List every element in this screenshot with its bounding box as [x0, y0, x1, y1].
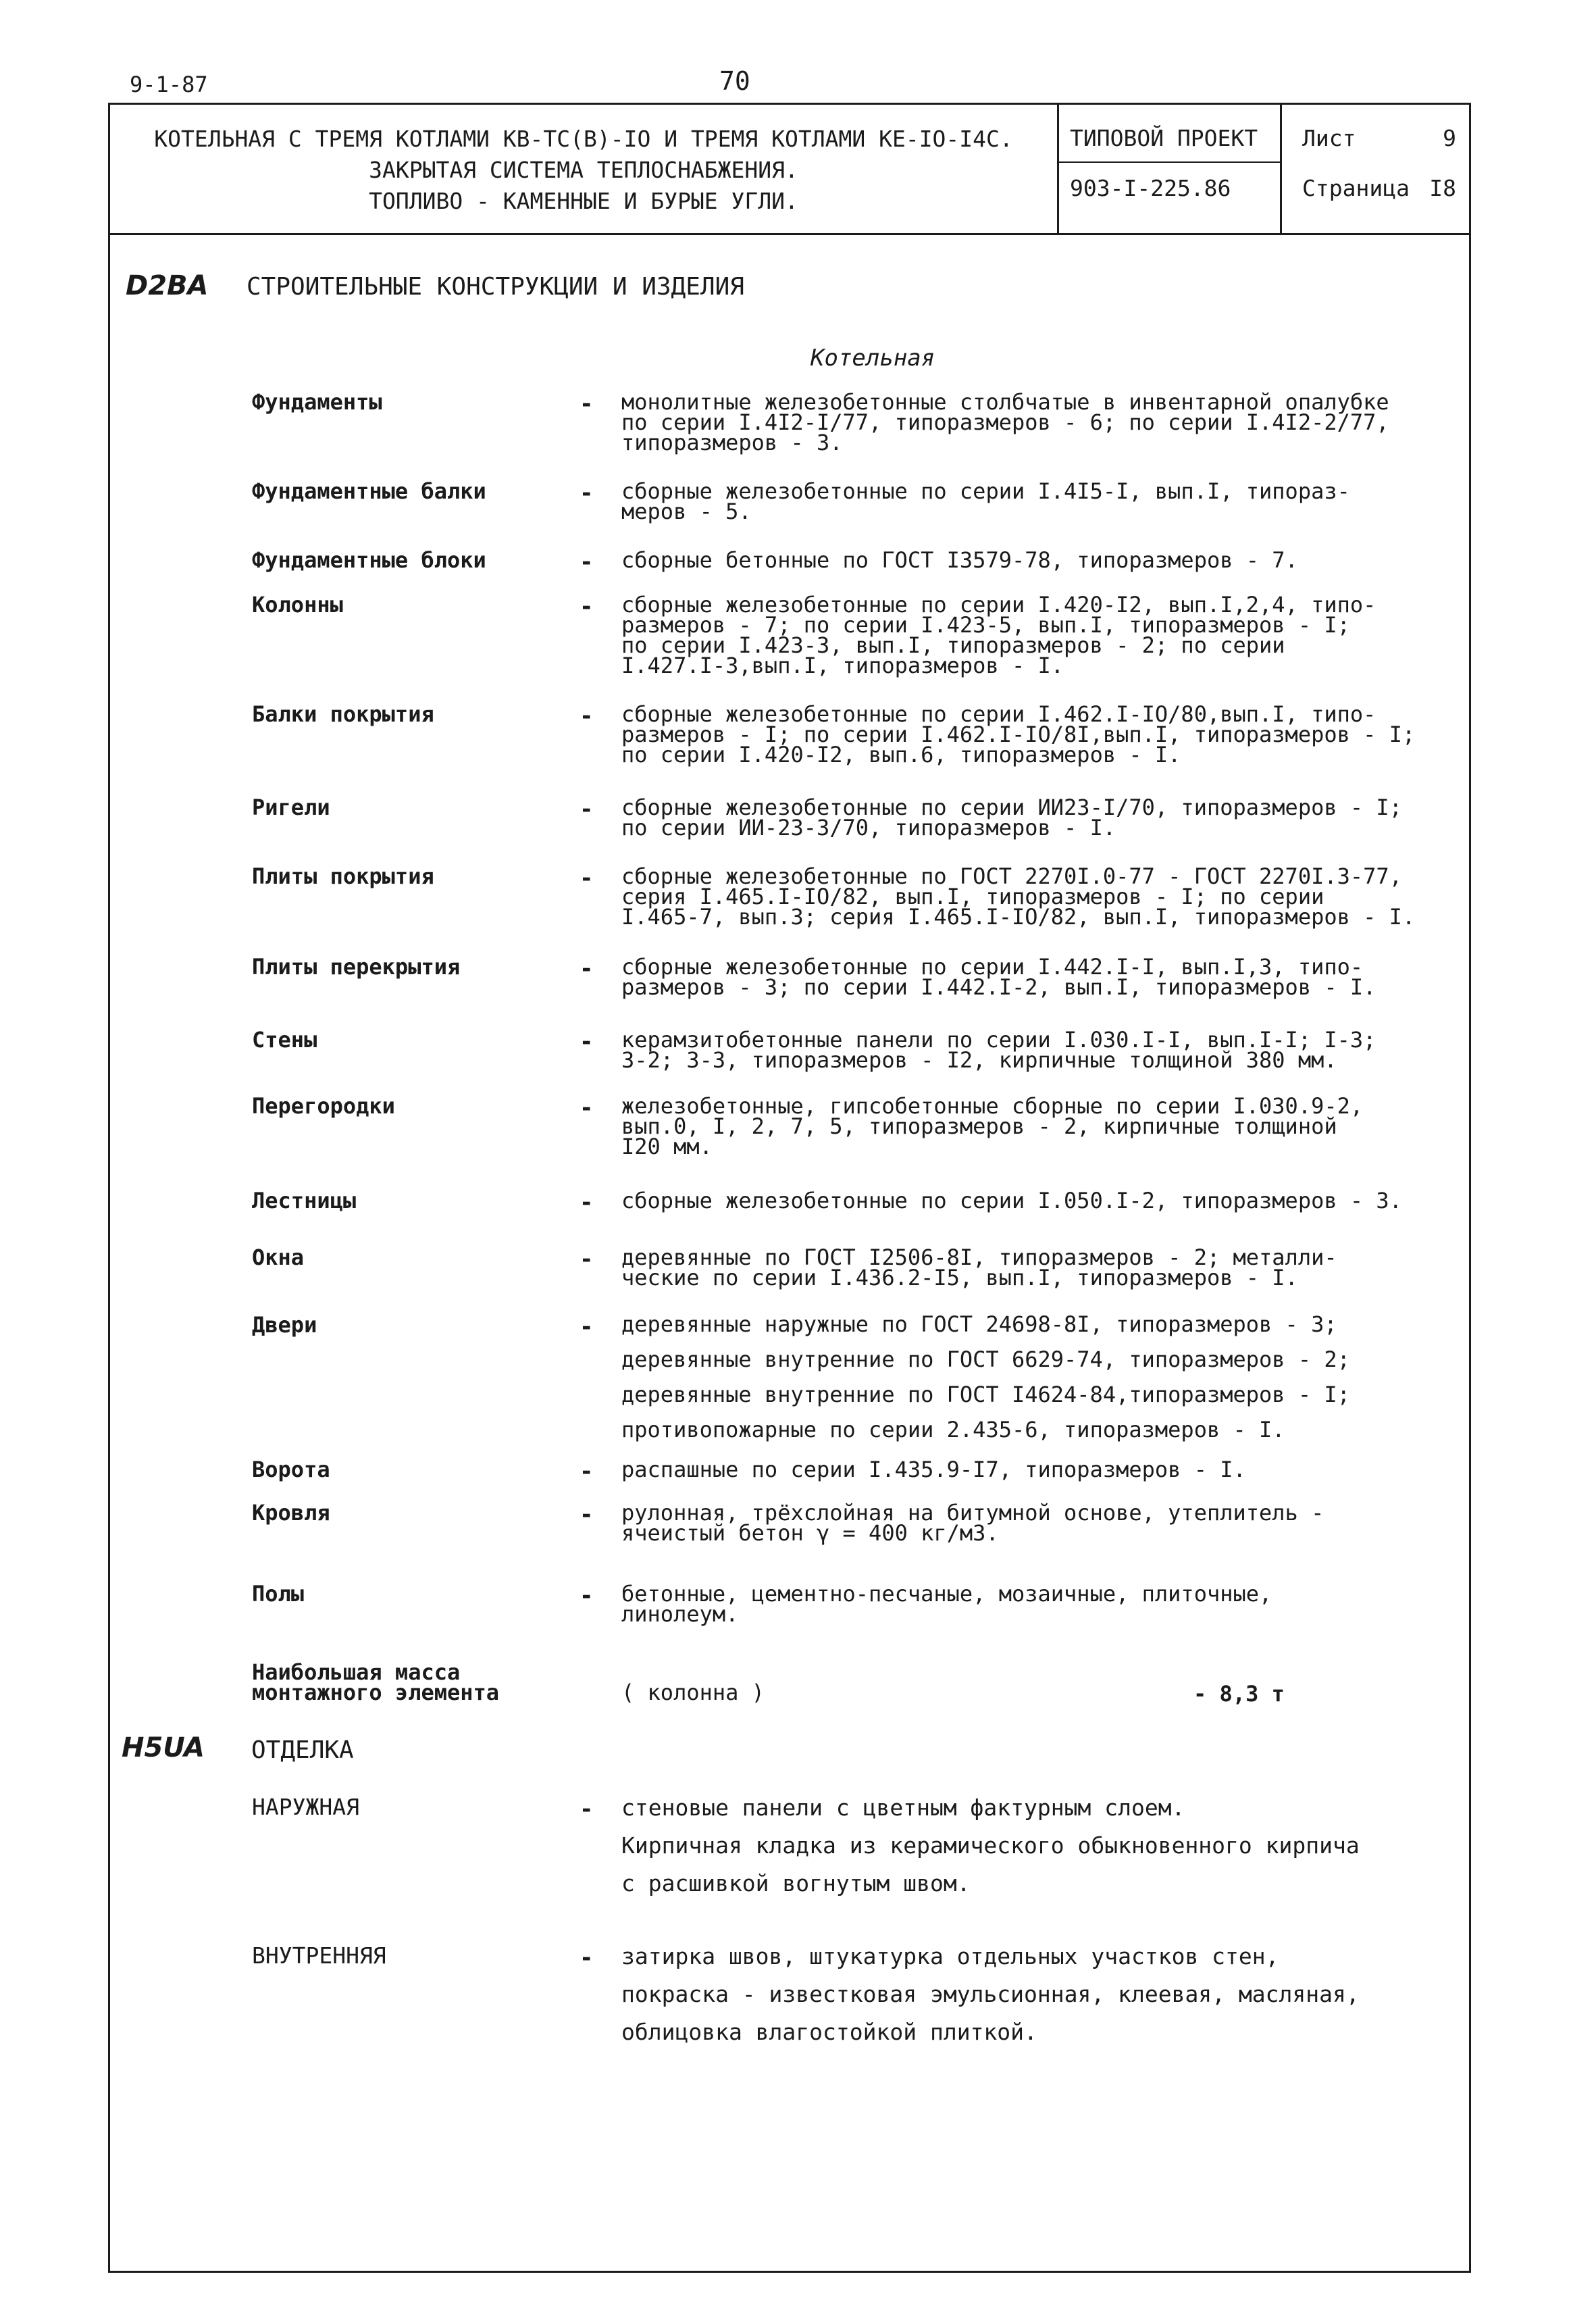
row-label: ВНУТРЕННЯЯ: [252, 1942, 386, 1969]
sheet-label: Лист: [1302, 125, 1356, 151]
row-value: [621, 1581, 1466, 1627]
row-right-value: - 8,3 т: [1193, 1681, 1285, 1707]
value-line: деревянные внутренние по ГОСТ I4624-84,типоразмеров - I;: [621, 1382, 1350, 1407]
row-label: Перегородки: [252, 1093, 395, 1119]
row-dash: -: [580, 1189, 594, 1216]
section-subheading: Котельная: [810, 345, 935, 372]
row-dash: -: [580, 480, 594, 507]
value-line: по серии ИИ-23-3/70, типоразмеров - I.: [621, 815, 1116, 840]
section-code: H5UA: [122, 1732, 205, 1763]
row-label: НАРУЖНАЯ: [252, 1794, 359, 1820]
value-line: с расшивкой вогнутым швом.: [621, 1870, 971, 1896]
row-dash: -: [580, 549, 594, 576]
value-line: по серии I.420-I2, вып.6, типоразмеров - I.: [621, 742, 1181, 768]
value-line: монолитные железобетонные столбчатые в инвентарной опалубке: [621, 389, 1389, 415]
value-line: рулонная, трёхслойная на битумной основе, утеплитель -: [621, 1500, 1324, 1526]
row-dash: -: [580, 955, 594, 982]
value-line: сборные железобетонные по серии I.462.I-IO/80,вып.I, типо-: [621, 701, 1376, 727]
value-line: сборные железобетонные по серии I.4I5-I, вып.I, типораз-: [621, 478, 1350, 504]
value-line: 3-2; 3-3, типоразмеров - I2, кирпичные толщиной 380 мм.: [621, 1047, 1337, 1073]
row-label: Наибольшая масса монтажного элемента: [252, 1659, 500, 1705]
value-line: серия I.465.I-IO/82, вып.I, типоразмеров - I; по серии: [621, 884, 1324, 909]
value-line: противопожарные по серии 2.435-6, типоразмеров - I.: [621, 1417, 1285, 1442]
row-dash: -: [580, 1582, 594, 1609]
row-label: Фундаменты: [252, 389, 382, 415]
value-line: ячеистый бетон γ = 400 кг/м3.: [621, 1520, 999, 1546]
title-line-2: ЗАКРЫТАЯ СИСТЕМА ТЕПЛОСНАБЖЕНИЯ.: [369, 157, 798, 183]
value-line: Кирпичная кладка из керамического обыкновенного кирпича: [621, 1832, 1360, 1859]
value-line: деревянные внутренние по ГОСТ 6629-74, типоразмеров - 2;: [621, 1347, 1350, 1372]
project-cell: [1059, 105, 1282, 233]
value-line: облицовка влагостойкой плиткой.: [621, 2019, 1037, 2045]
project-label: ТИПОВОЙ ПРОЕКТ: [1070, 125, 1258, 151]
value-line: I20 мм.: [621, 1134, 713, 1159]
value-line: деревянные наружные по ГОСТ 24698-8I, типоразмеров - 3;: [621, 1311, 1337, 1337]
row-value: [621, 701, 1466, 768]
value-line: ( колонна ): [621, 1680, 765, 1705]
row-value: [621, 1093, 1466, 1159]
value-line: по серии I.423-3, вып.I, типоразмеров - 2; по серии: [621, 632, 1285, 658]
row-label: Колонны: [252, 592, 343, 618]
row-value: [621, 1027, 1466, 1073]
page-value: I8: [1429, 175, 1456, 201]
title-line-1: КОТЕЛЬНАЯ С ТРЕМЯ КОТЛАМИ КВ-ТС(В)-IO И ТРЕМЯ КОТЛАМИ КЕ-IO-I4С.: [154, 126, 1013, 152]
value-line: ческие по серии I.436.2-I5, вып.I, типоразмеров - I.: [621, 1265, 1298, 1290]
row-value: [621, 863, 1466, 930]
value-line: размеров - 7; по серии I.423-5, вып.I, типоразмеров - I;: [621, 612, 1350, 638]
row-label: Фундаментные блоки: [252, 547, 486, 573]
value-line: затирка швов, штукатурка отдельных участков стен,: [621, 1943, 1279, 1969]
value-line: сборные железобетонные по серии I.420-I2, вып.I,2,4, типо-: [621, 592, 1376, 618]
row-value: [621, 389, 1466, 455]
row-label: Ворота: [252, 1457, 330, 1482]
value-line: бетонные, цементно-песчаные, мозаичные, плиточные,: [621, 1581, 1272, 1607]
value-line: вып.0, I, 2, 7, 5, типоразмеров - 2, кирпичные толщиной: [621, 1113, 1337, 1139]
row-dash: -: [580, 865, 594, 892]
row-value: [621, 478, 1466, 524]
row-value: [621, 797, 1466, 838]
value-line: сборные железобетонные по серии ИИ23-I/70, типоразмеров - I;: [621, 795, 1402, 820]
row-label: Фундаментные балки: [252, 478, 486, 504]
row-dash: -: [580, 703, 594, 730]
row-dash: -: [580, 1501, 594, 1528]
value-line: стеновые панели с цветным фактурным слоем.: [621, 1794, 1185, 1821]
value-line: сборные железобетонные по серии I.050.I-2, типоразмеров - 3.: [621, 1188, 1402, 1213]
row-dash: -: [580, 1313, 594, 1340]
doc-code: 9-1-87: [130, 72, 208, 97]
value-line: покраска - известковая эмульсионная, клеевая, масляная,: [621, 1981, 1360, 2007]
value-line: линолеум.: [621, 1601, 739, 1627]
project-divider: [1059, 161, 1280, 163]
sheet-cell: [1282, 105, 1471, 233]
value-line: керамзитобетонные панели по серии I.030.I-I, вып.I-I; I-3;: [621, 1027, 1376, 1053]
row-label: Двери: [252, 1312, 317, 1338]
title-cell: [110, 105, 1059, 233]
row-label: Плиты перекрытия: [252, 954, 461, 980]
value-line: меров - 5.: [621, 499, 752, 524]
row-value: [621, 1500, 1466, 1546]
row-dash: -: [580, 593, 594, 620]
section-title: СТРОИТЕЛЬНЫЕ КОНСТРУКЦИИ И ИЗДЕЛИЯ: [247, 273, 744, 301]
row-dash: -: [580, 1095, 594, 1122]
page-number: 70: [719, 66, 750, 96]
row-dash: -: [580, 796, 594, 823]
row-label: Полы: [252, 1581, 305, 1607]
value-line: I.465-7, вып.3; серия I.465.I-IO/82, вып.I, типоразмеров - I.: [621, 904, 1416, 930]
sheet-value: 9: [1443, 125, 1456, 151]
row-dash: -: [580, 1458, 594, 1485]
page-label: Страница: [1302, 175, 1410, 201]
row-label: Ригели: [252, 795, 330, 820]
value-line: размеров - 3; по серии I.442.I-2, вып.I, типоразмеров - I.: [621, 974, 1376, 1000]
row-label: Стены: [252, 1027, 317, 1053]
row-value: [621, 1459, 1466, 1480]
row-dash: -: [580, 391, 594, 418]
row-value: [621, 1190, 1466, 1211]
title-line-3: ТОПЛИВО - КАМЕННЫЕ И БУРЫЕ УГЛИ.: [369, 188, 798, 214]
row-dash: -: [580, 1796, 594, 1823]
row-value: [621, 954, 1466, 1000]
value-line: размеров - I; по серии I.462.I-IO/8I,вып.I, типоразмеров - I;: [621, 722, 1416, 747]
section-code: D2BA: [126, 270, 209, 301]
row-value: [621, 1682, 1466, 1703]
value-line: типоразмеров - 3.: [621, 430, 843, 455]
row-value: [621, 1244, 1466, 1290]
row-label: Лестницы: [252, 1188, 357, 1213]
value-line: по серии I.4I2-I/77, типоразмеров - 6; по серии I.4I2-2/77,: [621, 409, 1389, 435]
row-value: [621, 1307, 1466, 1447]
row-value: [621, 547, 1466, 573]
row-dash: -: [580, 1028, 594, 1055]
row-dash: -: [580, 1944, 594, 1971]
row-dash: -: [580, 1246, 594, 1273]
value-line: сборные железобетонные по серии I.442.I-I, вып.I,3, типо-: [621, 954, 1364, 980]
value-line: деревянные по ГОСТ I2506-8I, типоразмеров - 2; металли-: [621, 1244, 1337, 1270]
row-label: Кровля: [252, 1500, 330, 1526]
row-value: [621, 1789, 1466, 1903]
project-number: 903-I-225.86: [1070, 175, 1231, 201]
row-value: [621, 1938, 1466, 2051]
section-title: ОТДЕЛКА: [251, 1736, 354, 1764]
value-line: сборные железобетонные по ГОСТ 2270I.0-77 - ГОСТ 2270I.3-77,: [621, 863, 1402, 889]
value-line: распашные по серии I.435.9-I7, типоразмеров - I.: [621, 1457, 1246, 1482]
title-block: [108, 103, 1471, 235]
value-line: I.427.I-3,вып.I, типоразмеров - I.: [621, 653, 1064, 678]
row-label: Балки покрытия: [252, 701, 434, 727]
value-line: сборные бетонные по ГОСТ I3579-78, типоразмеров - 7.: [621, 547, 1298, 573]
row-label: Окна: [252, 1244, 305, 1270]
row-label: Плиты покрытия: [252, 863, 434, 889]
row-value: [621, 592, 1466, 678]
value-line: железобетонные, гипсобетонные сборные по серии I.030.9-2,: [621, 1093, 1364, 1119]
